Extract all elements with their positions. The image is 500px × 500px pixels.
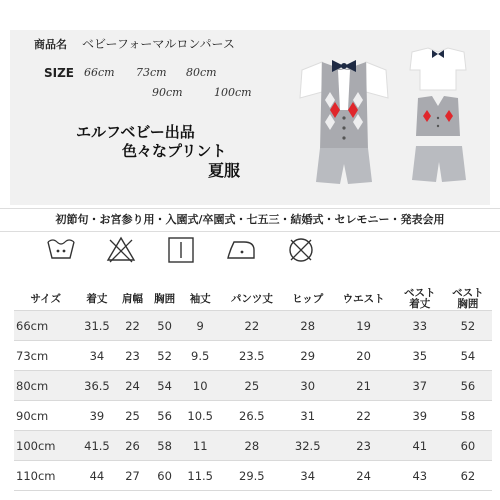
table-cell: 22	[220, 311, 284, 341]
column-header: 肩幅	[122, 292, 144, 305]
column-header: パンツ丈	[230, 292, 273, 305]
table-cell: 60	[149, 461, 181, 491]
size-option: 66cm	[84, 66, 115, 79]
table-cell: 54	[149, 371, 181, 401]
promo-print-line: 色々なプリント	[122, 142, 227, 160]
vest-thumbnail	[416, 96, 460, 136]
table-cell: 25	[116, 401, 148, 431]
table-cell: 11.5	[181, 461, 220, 491]
shorts-thumbnail	[412, 146, 466, 182]
column-header: 袖丈	[189, 292, 211, 305]
no-dry-clean-icon	[284, 232, 318, 266]
table-cell: 41	[396, 431, 444, 461]
table-cell: 22	[116, 311, 148, 341]
table-row	[14, 461, 492, 491]
table-cell: 26.5	[220, 401, 284, 431]
table-cell: 22	[332, 401, 396, 431]
table-cell: 9	[181, 311, 220, 341]
size-option: 73cm	[136, 66, 167, 79]
dry-flat-icon	[164, 232, 198, 266]
size-chart-header-row	[14, 288, 492, 311]
table-cell: 24	[332, 461, 396, 491]
table-cell: 29.5	[220, 461, 284, 491]
table-cell: 90cm	[14, 401, 77, 431]
table-cell: 10	[181, 371, 220, 401]
table-cell: 34	[284, 461, 332, 491]
table-cell: 19	[332, 311, 396, 341]
column-header: 着丈	[86, 292, 108, 305]
table-cell: 60	[444, 431, 492, 461]
table-cell: 54	[444, 341, 492, 371]
table-cell: 62	[444, 461, 492, 491]
main-outfit-image	[300, 60, 388, 184]
product-name-label: 商品名	[34, 38, 67, 51]
column-header: ベスト 着丈	[404, 287, 436, 310]
promo-shop-line: エルフベビー出品	[76, 123, 195, 141]
table-row	[14, 371, 492, 401]
table-cell: 66cm	[14, 311, 77, 341]
table-cell: 56	[149, 401, 181, 431]
table-cell: 52	[444, 311, 492, 341]
table-row	[14, 341, 492, 371]
table-cell: 41.5	[77, 431, 116, 461]
occasion-list: 初節句・お宮参り用・入園式/卒園式・七五三・結婚式・セレモニー・発表会用	[0, 208, 500, 232]
table-cell: 39	[77, 401, 116, 431]
product-name: ベビーフォーマルロンパース	[82, 37, 235, 51]
column-header: 胸囲	[154, 292, 176, 305]
wash-30-icon	[44, 232, 78, 266]
table-cell: 80cm	[14, 371, 77, 401]
table-cell: 58	[149, 431, 181, 461]
table-cell: 27	[116, 461, 148, 491]
table-cell: 100cm	[14, 431, 77, 461]
table-cell: 35	[396, 341, 444, 371]
table-row	[14, 401, 492, 431]
table-cell: 33	[396, 311, 444, 341]
table-cell: 73cm	[14, 341, 77, 371]
table-cell: 23	[332, 431, 396, 461]
table-cell: 110cm	[14, 461, 77, 491]
size-chart-table	[14, 288, 492, 491]
no-bleach-icon	[104, 232, 138, 266]
table-cell: 30	[284, 371, 332, 401]
table-cell: 29	[284, 341, 332, 371]
size-label: SIZE	[44, 66, 75, 80]
table-cell: 39	[396, 401, 444, 431]
table-cell: 31	[284, 401, 332, 431]
table-cell: 25	[220, 371, 284, 401]
table-cell: 26	[116, 431, 148, 461]
table-cell: 24	[116, 371, 148, 401]
care-symbols-row	[30, 232, 470, 272]
size-option: 100cm	[214, 86, 252, 99]
table-cell: 31.5	[77, 311, 116, 341]
table-cell: 37	[396, 371, 444, 401]
table-cell: 23.5	[220, 341, 284, 371]
table-cell: 32.5	[284, 431, 332, 461]
iron-low-icon	[224, 232, 258, 266]
table-cell: 56	[444, 371, 492, 401]
table-row	[14, 431, 492, 461]
column-header: ヒップ	[292, 292, 324, 305]
column-header: サイズ	[30, 292, 62, 305]
table-cell: 43	[396, 461, 444, 491]
size-option: 90cm	[152, 86, 183, 99]
outfit-illustration	[282, 40, 482, 200]
table-cell: 10.5	[181, 401, 220, 431]
column-header: ベスト 胸囲	[452, 287, 484, 310]
table-cell: 50	[149, 311, 181, 341]
table-cell: 58	[444, 401, 492, 431]
table-cell: 21	[332, 371, 396, 401]
column-header: ウエスト	[342, 292, 385, 305]
table-cell: 9.5	[181, 341, 220, 371]
table-cell: 20	[332, 341, 396, 371]
table-cell: 28	[220, 431, 284, 461]
promo-season-line: 夏服	[208, 161, 241, 180]
size-option: 80cm	[186, 66, 217, 79]
table-cell: 28	[284, 311, 332, 341]
table-cell: 34	[77, 341, 116, 371]
shirt-thumbnail	[410, 48, 466, 90]
table-cell: 23	[116, 341, 148, 371]
table-cell: 11	[181, 431, 220, 461]
table-cell: 36.5	[77, 371, 116, 401]
table-cell: 52	[149, 341, 181, 371]
table-cell: 44	[77, 461, 116, 491]
table-row	[14, 311, 492, 341]
